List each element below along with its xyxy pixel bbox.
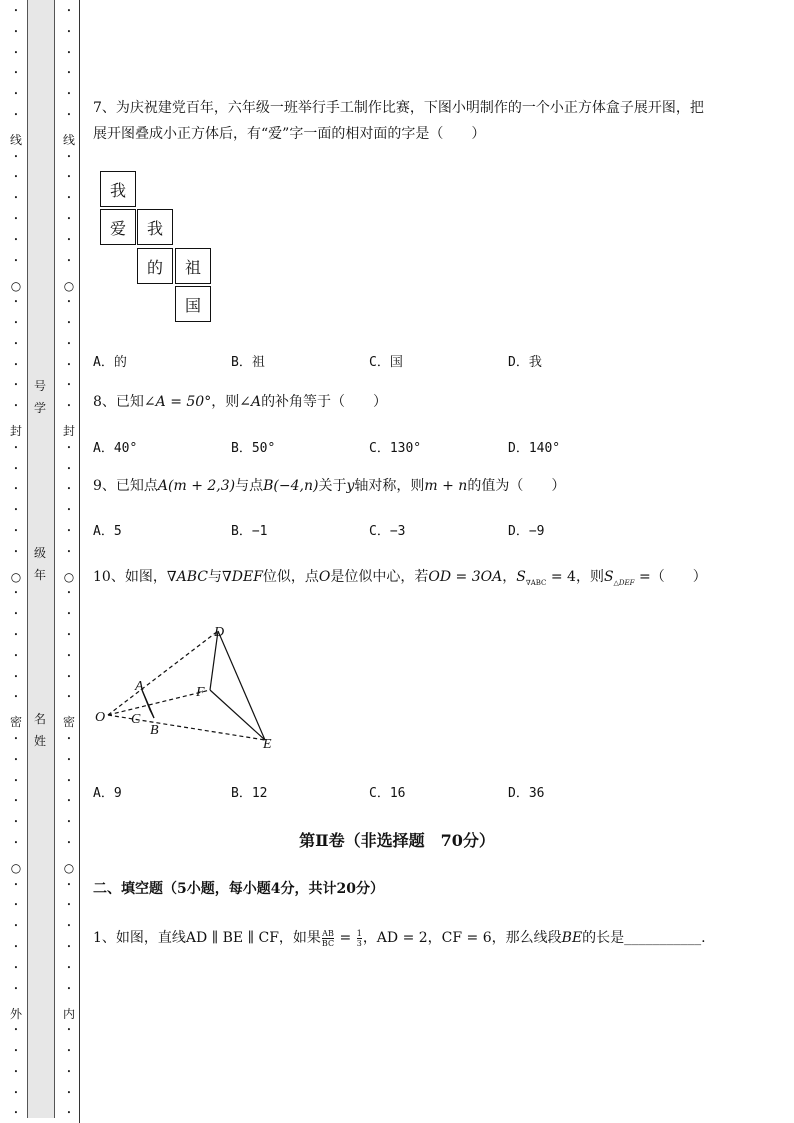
margin-dot: • [66, 547, 72, 556]
student-number-label-2: 学 [33, 401, 46, 415]
q10-option-d: D．36 [508, 786, 545, 801]
q8-option-d: D．140° [508, 441, 561, 456]
margin-dot: • [66, 381, 72, 390]
label-e: E [263, 737, 272, 752]
margin-dot: • [66, 506, 72, 515]
q8-option-b: B．50° [231, 441, 276, 456]
margin-dot: • [66, 735, 72, 743]
q10-option-a: A．9 [93, 786, 122, 801]
margin-dot: • [13, 1067, 19, 1076]
margin-dot: • [66, 443, 72, 452]
margin-dot: • [66, 880, 72, 889]
margin-dot: • [66, 1047, 72, 1055]
margin-dot: • [13, 984, 19, 993]
margin-dot: • [13, 48, 19, 57]
margin-dot: • [13, 506, 19, 515]
q7-option-a: A．的 [93, 355, 127, 370]
margin-dot: • [66, 319, 72, 327]
margin-dot: • [13, 527, 19, 535]
q10-option-c: C．16 [369, 786, 406, 801]
label-f: F [196, 685, 205, 700]
margin-dot: • [13, 27, 19, 36]
q7-option-c: C．国 [369, 355, 403, 370]
homothety-figure [90, 618, 290, 758]
margin-dot: • [13, 589, 19, 598]
right-mark-inner: 内 [62, 1007, 75, 1021]
margin-dot: • [66, 464, 72, 473]
margin-dot: • [13, 610, 19, 619]
margin-dot: • [66, 7, 72, 15]
margin-dot: • [13, 381, 19, 390]
margin-dot: • [66, 776, 72, 785]
margin-dot: • [13, 90, 19, 99]
margin-dot: • [66, 589, 72, 598]
margin-dot: • [13, 818, 19, 827]
question-10: 10、如图，∇ABC与∇DEF位似，点O是位似中心，若OD = 3OA，$S_{\nabla ABC} = 4$，则$S_{\triangle DEF}$ =（ ） [93, 569, 707, 587]
margin-dot: • [13, 776, 19, 785]
margin-dot: • [13, 1026, 19, 1035]
q7-option-d: D．我 [508, 355, 542, 370]
margin-dot: • [66, 839, 72, 847]
angle-expr: ∠A = 50° [143, 394, 212, 410]
margin-dot: • [66, 984, 72, 993]
margin-dot: • [13, 693, 19, 702]
margin-dot: • [66, 797, 72, 806]
margin-dot: • [13, 922, 19, 931]
segment-be: BE [561, 930, 583, 946]
margin-dot: • [13, 7, 19, 15]
margin-dot: • [66, 339, 72, 348]
margin-dot: • [66, 943, 72, 951]
margin-dot: • [66, 235, 72, 244]
margin-dot: • [13, 339, 19, 348]
margin-dot: • [66, 963, 72, 972]
point-b: B(−4,n) [263, 478, 319, 494]
question-9: 9、已知点A(m + 2,3)与点B(−4,n)关于y轴对称，则m + n的值为（ ） [93, 478, 566, 494]
margin-dot: • [13, 235, 19, 244]
right-dotted-margin [59, 0, 79, 1123]
margin-dot: • [13, 319, 19, 327]
right-mark-line: 线 [62, 133, 75, 147]
margin-dot: • [13, 485, 19, 494]
margin-dot: • [66, 48, 72, 57]
grade-label-1: 级 [33, 546, 46, 560]
margin-dot: • [66, 818, 72, 827]
margin-dot: • [66, 215, 72, 223]
right-mark-seal: 封 [62, 424, 75, 438]
margin-dot: • [13, 464, 19, 473]
net-cell: 爱 [100, 209, 136, 245]
margin-dot: • [66, 610, 72, 619]
margin-dot: • [66, 69, 72, 78]
margin-dot: • [13, 1109, 19, 1118]
margin-dot: • [13, 963, 19, 972]
margin-dot: • [13, 901, 19, 910]
margin-dot: • [13, 69, 19, 78]
left-mark-line: 线 [9, 133, 22, 147]
net-cell: 的 [137, 248, 173, 284]
right-mark-circle: ○ [63, 861, 75, 875]
q10-option-b: B．12 [231, 786, 268, 801]
triangle-abc: ∇ABC [166, 569, 208, 585]
margin-dot: • [13, 672, 19, 681]
margin-dot: • [13, 735, 19, 743]
margin-dot: • [13, 943, 19, 951]
margin-dot: • [66, 922, 72, 931]
margin-dot: • [66, 27, 72, 36]
value-fraction: $\frac{1}{3}$ [356, 928, 362, 948]
margin-dot: • [13, 839, 19, 847]
margin-dot: • [13, 1088, 19, 1097]
axis-name: y [346, 478, 355, 494]
margin-dot: • [66, 485, 72, 494]
margin-dot: • [13, 651, 19, 660]
question-7-line1: 7、为庆祝建党百年，六年级一班举行手工制作比赛，下图小明制作的一个小正方体盒子展开图，把 [93, 100, 704, 116]
fill-question-1: 1、如图，直线AD ∥ BE ∥ CF，如果 $\frac{AB}{BC}$ = $\frac{1}{3}$ ，AD = 2，CF = 6，那么线段BE的长是___________. [93, 928, 706, 948]
margin-dot: • [13, 256, 19, 265]
left-mark-seal: 封 [9, 424, 22, 438]
right-mark-circle: ○ [63, 279, 75, 293]
section-2-title: 第Ⅱ卷（非选择题 70分） [299, 831, 495, 850]
binding-line [79, 0, 80, 1123]
label-a: A [135, 679, 144, 694]
q9-option-c: C．−3 [369, 524, 406, 539]
margin-dot: • [13, 173, 19, 182]
margin-dot: • [66, 256, 72, 265]
label-d: D [214, 625, 225, 640]
margin-dot: • [13, 797, 19, 806]
q9-option-b: B．−1 [231, 524, 268, 539]
q8-option-a: A．40° [93, 441, 138, 456]
sum-expr: m + n [424, 478, 468, 494]
margin-dot: • [66, 693, 72, 702]
left-mark-outer: 外 [9, 1007, 22, 1021]
answer-blank: 的长是___________. [582, 930, 706, 946]
triangle-def: ∇DEF [221, 569, 263, 585]
margin-dot: • [13, 111, 19, 119]
margin-dot: • [13, 360, 19, 369]
left-mark-secret: 密 [9, 715, 22, 729]
ratio-expr: OD = 3OA [428, 569, 503, 585]
q8-option-c: C．130° [369, 441, 422, 456]
margin-dot: • [13, 443, 19, 452]
right-mark-secret: 密 [62, 715, 75, 729]
label-c: C [131, 712, 141, 727]
net-cell: 我 [137, 209, 173, 245]
q7-option-b: B．祖 [231, 355, 265, 370]
margin-dot: • [13, 547, 19, 556]
margin-dot: • [13, 880, 19, 889]
center-o: O [318, 569, 331, 585]
point-a: A(m + 2,3) [157, 478, 236, 494]
q9-option-a: A．5 [93, 524, 122, 539]
name-label-2: 姓 [33, 734, 46, 748]
right-mark-circle: ○ [63, 570, 75, 584]
grade-label-2: 年 [33, 568, 46, 582]
margin-dot: • [66, 651, 72, 660]
margin-dot: • [13, 755, 19, 764]
net-cell: 我 [100, 171, 136, 207]
margin-dot: • [66, 360, 72, 369]
net-cell: 祖 [175, 248, 211, 284]
margin-dot: • [13, 631, 19, 639]
left-mark-circle: ○ [10, 570, 22, 584]
angle-expr: ∠A [239, 394, 262, 410]
ratio-fraction: $\frac{AB}{BC}$ [321, 928, 335, 948]
margin-dot: • [66, 111, 72, 119]
margin-dot: • [66, 1067, 72, 1076]
margin-dot: • [13, 298, 19, 307]
margin-dot: • [66, 298, 72, 307]
margin-dot: • [66, 1026, 72, 1035]
fill-in-part-title: 二、填空题（5小题，每小题4分，共计20分） [93, 881, 384, 897]
margin-dot: • [13, 194, 19, 203]
q9-option-d: D．−9 [508, 524, 545, 539]
question-7-line2: 展开图叠成小正方体后，有“爱”字一面的相对面的字是（ ） [93, 126, 486, 142]
left-mark-circle: ○ [10, 861, 22, 875]
margin-dot: • [13, 215, 19, 223]
left-dotted-margin [6, 0, 26, 1123]
margin-dot: • [66, 152, 72, 161]
margin-dot: • [66, 901, 72, 910]
margin-dot: • [13, 1047, 19, 1055]
net-cell: 国 [175, 286, 211, 322]
margin-dot: • [66, 672, 72, 681]
margin-dot: • [13, 152, 19, 161]
margin-dot: • [66, 527, 72, 535]
margin-dot: • [66, 173, 72, 182]
label-b: B [150, 723, 159, 738]
margin-dot: • [66, 194, 72, 203]
margin-dot: • [13, 402, 19, 411]
label-o: O [95, 710, 106, 725]
margin-dot: • [66, 1088, 72, 1097]
name-label-1: 名 [33, 712, 46, 726]
question-8: 8、已知∠A = 50°，则∠A的补角等于（ ） [93, 394, 388, 410]
margin-dot: • [66, 631, 72, 639]
student-number-label-1: 号 [33, 379, 46, 393]
margin-dot: • [66, 402, 72, 411]
left-mark-circle: ○ [10, 279, 22, 293]
margin-dot: • [66, 1109, 72, 1118]
margin-dot: • [66, 90, 72, 99]
margin-dot: • [66, 755, 72, 764]
